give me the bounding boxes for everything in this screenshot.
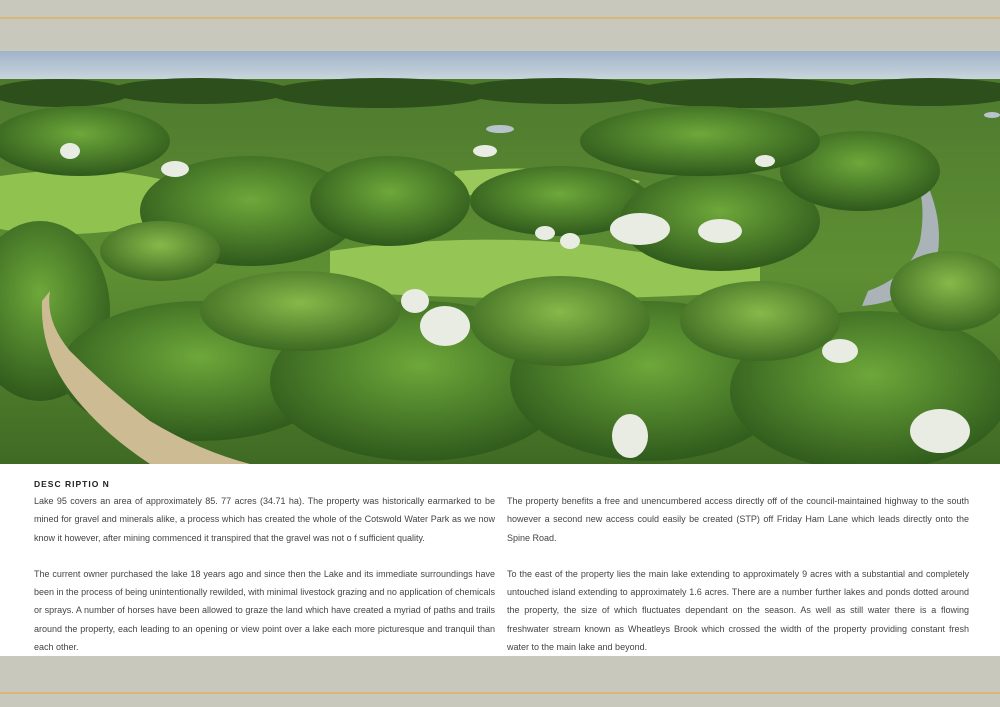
section-heading: DESC RIPTIO N — [34, 479, 110, 489]
paragraph: Lake 95 covers an area of approximately 85. 77 acres (34.71 ha). The property was historically earmarked to be mined for gravel and minerals alike, a process which has created the whole of the Cotswold Water Park as we now know it however, after mining commenced it transpired that the gravel was not o f sufficient quality. — [34, 496, 495, 543]
right-column — [507, 492, 969, 656]
top-gold-stripe — [0, 17, 1000, 19]
paragraph: To the east of the property lies the main lake extending to approximately 9 acres with a substantial and completely untouched island extending to approximately 1.6 acres. There are a number further lakes and ponds dotted around the property, the size of which fluctuates dependant on the season. As well as still water there is a flowing freshwater stream known as Wheatleys Brook which crossed the width of the property providing constant fresh water to the main lake and beyond. — [507, 568, 969, 653]
paragraph: The current owner purchased the lake 18 years ago and since then the Lake and its immediate surroundings have been in the process of being unintentionally rewilded, with minimal livestock grazing and no application of chemicals or sprays. A number of horses have been allowed to graze the land which have created a myriad of paths and trails around the property, each leading to an opening or view point over a lake each more picturesque and tranquil than each other. — [34, 568, 495, 653]
landscape-photo — [0, 51, 1000, 464]
paragraph: The property benefits a free and unencumbered access directly off of the council-maintained highway to the south however a second new access could easily be created (STP) off Friday Ham Lane which leads directly onto the Spine Road. — [507, 496, 969, 543]
bottom-decorative-band — [0, 656, 1000, 707]
bottom-gold-stripe — [0, 692, 1000, 694]
top-decorative-band — [0, 0, 1000, 51]
description-section — [0, 464, 1000, 656]
left-column — [34, 492, 495, 656]
